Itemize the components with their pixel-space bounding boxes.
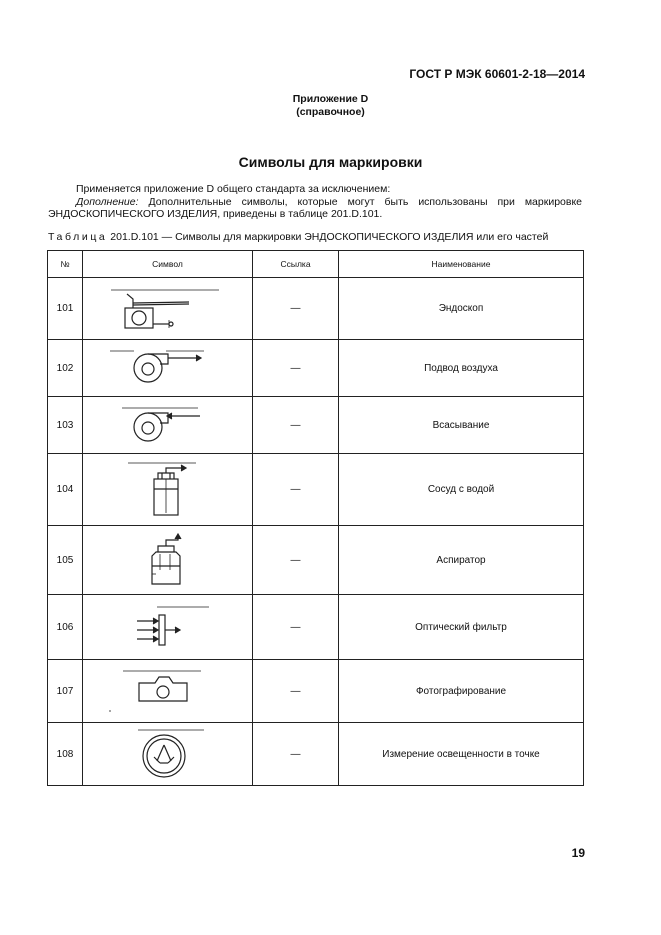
row-ref: — (253, 397, 339, 454)
row-ref: — (253, 526, 339, 595)
row-symbol (83, 397, 253, 454)
row-name: Аспиратор (339, 526, 584, 595)
intro-text (48, 183, 582, 221)
annex-heading (0, 93, 661, 119)
air-supply-icon (108, 347, 228, 389)
row-num: 108 (48, 723, 83, 786)
table-row (48, 660, 584, 723)
aspirator-icon (118, 530, 218, 590)
row-ref: — (253, 340, 339, 397)
row-num: 107 (48, 660, 83, 723)
endoscope-icon (103, 286, 233, 332)
page-number: 19 (571, 846, 585, 860)
row-name: Подвод воздуха (339, 340, 584, 397)
row-symbol (83, 454, 253, 526)
addition-text: Дополнительные символы, которые могут быть использованы при маркировке ЭНДОСКОПИЧЕСКОГО ИЗДЕЛИЯ, приведены в таблице 201.D.101. (48, 195, 582, 220)
table-row (48, 526, 584, 595)
row-name: Фотографирование (339, 660, 584, 723)
row-name: Эндоскоп (339, 278, 584, 340)
row-symbol (83, 278, 253, 340)
table-caption-word: Таблица (48, 231, 108, 243)
annex-title: Приложение D (292, 93, 369, 105)
header-ref: Ссылка (253, 251, 339, 278)
row-ref: — (253, 660, 339, 723)
table-row (48, 397, 584, 454)
header-num: № (48, 251, 83, 278)
row-symbol (83, 723, 253, 786)
water-bottle-icon (118, 459, 218, 521)
table-row (48, 454, 584, 526)
symbols-table (47, 250, 584, 786)
illuminance-meter-icon (108, 727, 228, 781)
row-name: Всасывание (339, 397, 584, 454)
standard-code: ГОСТ Р МЭК 60601-2-18—2014 (409, 67, 585, 81)
header-name: Наименование (339, 251, 584, 278)
table-row (48, 340, 584, 397)
row-ref: — (253, 723, 339, 786)
suction-icon (108, 404, 228, 446)
section-title: Символы для маркировки (238, 154, 423, 170)
camera-icon (103, 667, 233, 715)
row-symbol (83, 526, 253, 595)
table-row (48, 595, 584, 660)
row-ref: — (253, 278, 339, 340)
row-symbol (83, 340, 253, 397)
row-num: 104 (48, 454, 83, 526)
table-row (48, 278, 584, 340)
addition-label: Дополнение: (76, 195, 139, 208)
header-symbol: Символ (83, 251, 253, 278)
row-symbol (83, 660, 253, 723)
table-row (48, 723, 584, 786)
table-caption (48, 231, 548, 243)
addition-paragraph (48, 196, 582, 221)
row-num: 103 (48, 397, 83, 454)
row-num: 101 (48, 278, 83, 340)
table-caption-text: 201.D.101 — Символы для маркировки ЭНДОСКОПИЧЕСКОГО ИЗДЕЛИЯ или его частей (107, 231, 549, 243)
intro-line: Применяется приложение D общего стандарта за исключением: (76, 183, 391, 195)
optical-filter-icon (113, 603, 223, 651)
row-num: 105 (48, 526, 83, 595)
row-name: Оптический фильтр (339, 595, 584, 660)
row-name: Сосуд с водой (339, 454, 584, 526)
table-header-row (48, 251, 584, 278)
row-ref: — (253, 454, 339, 526)
row-num: 102 (48, 340, 83, 397)
row-name: Измерение освещенности в точке (339, 723, 584, 786)
annex-subtitle: (справочное) (296, 106, 365, 118)
row-symbol (83, 595, 253, 660)
row-ref: — (253, 595, 339, 660)
row-num: 106 (48, 595, 83, 660)
